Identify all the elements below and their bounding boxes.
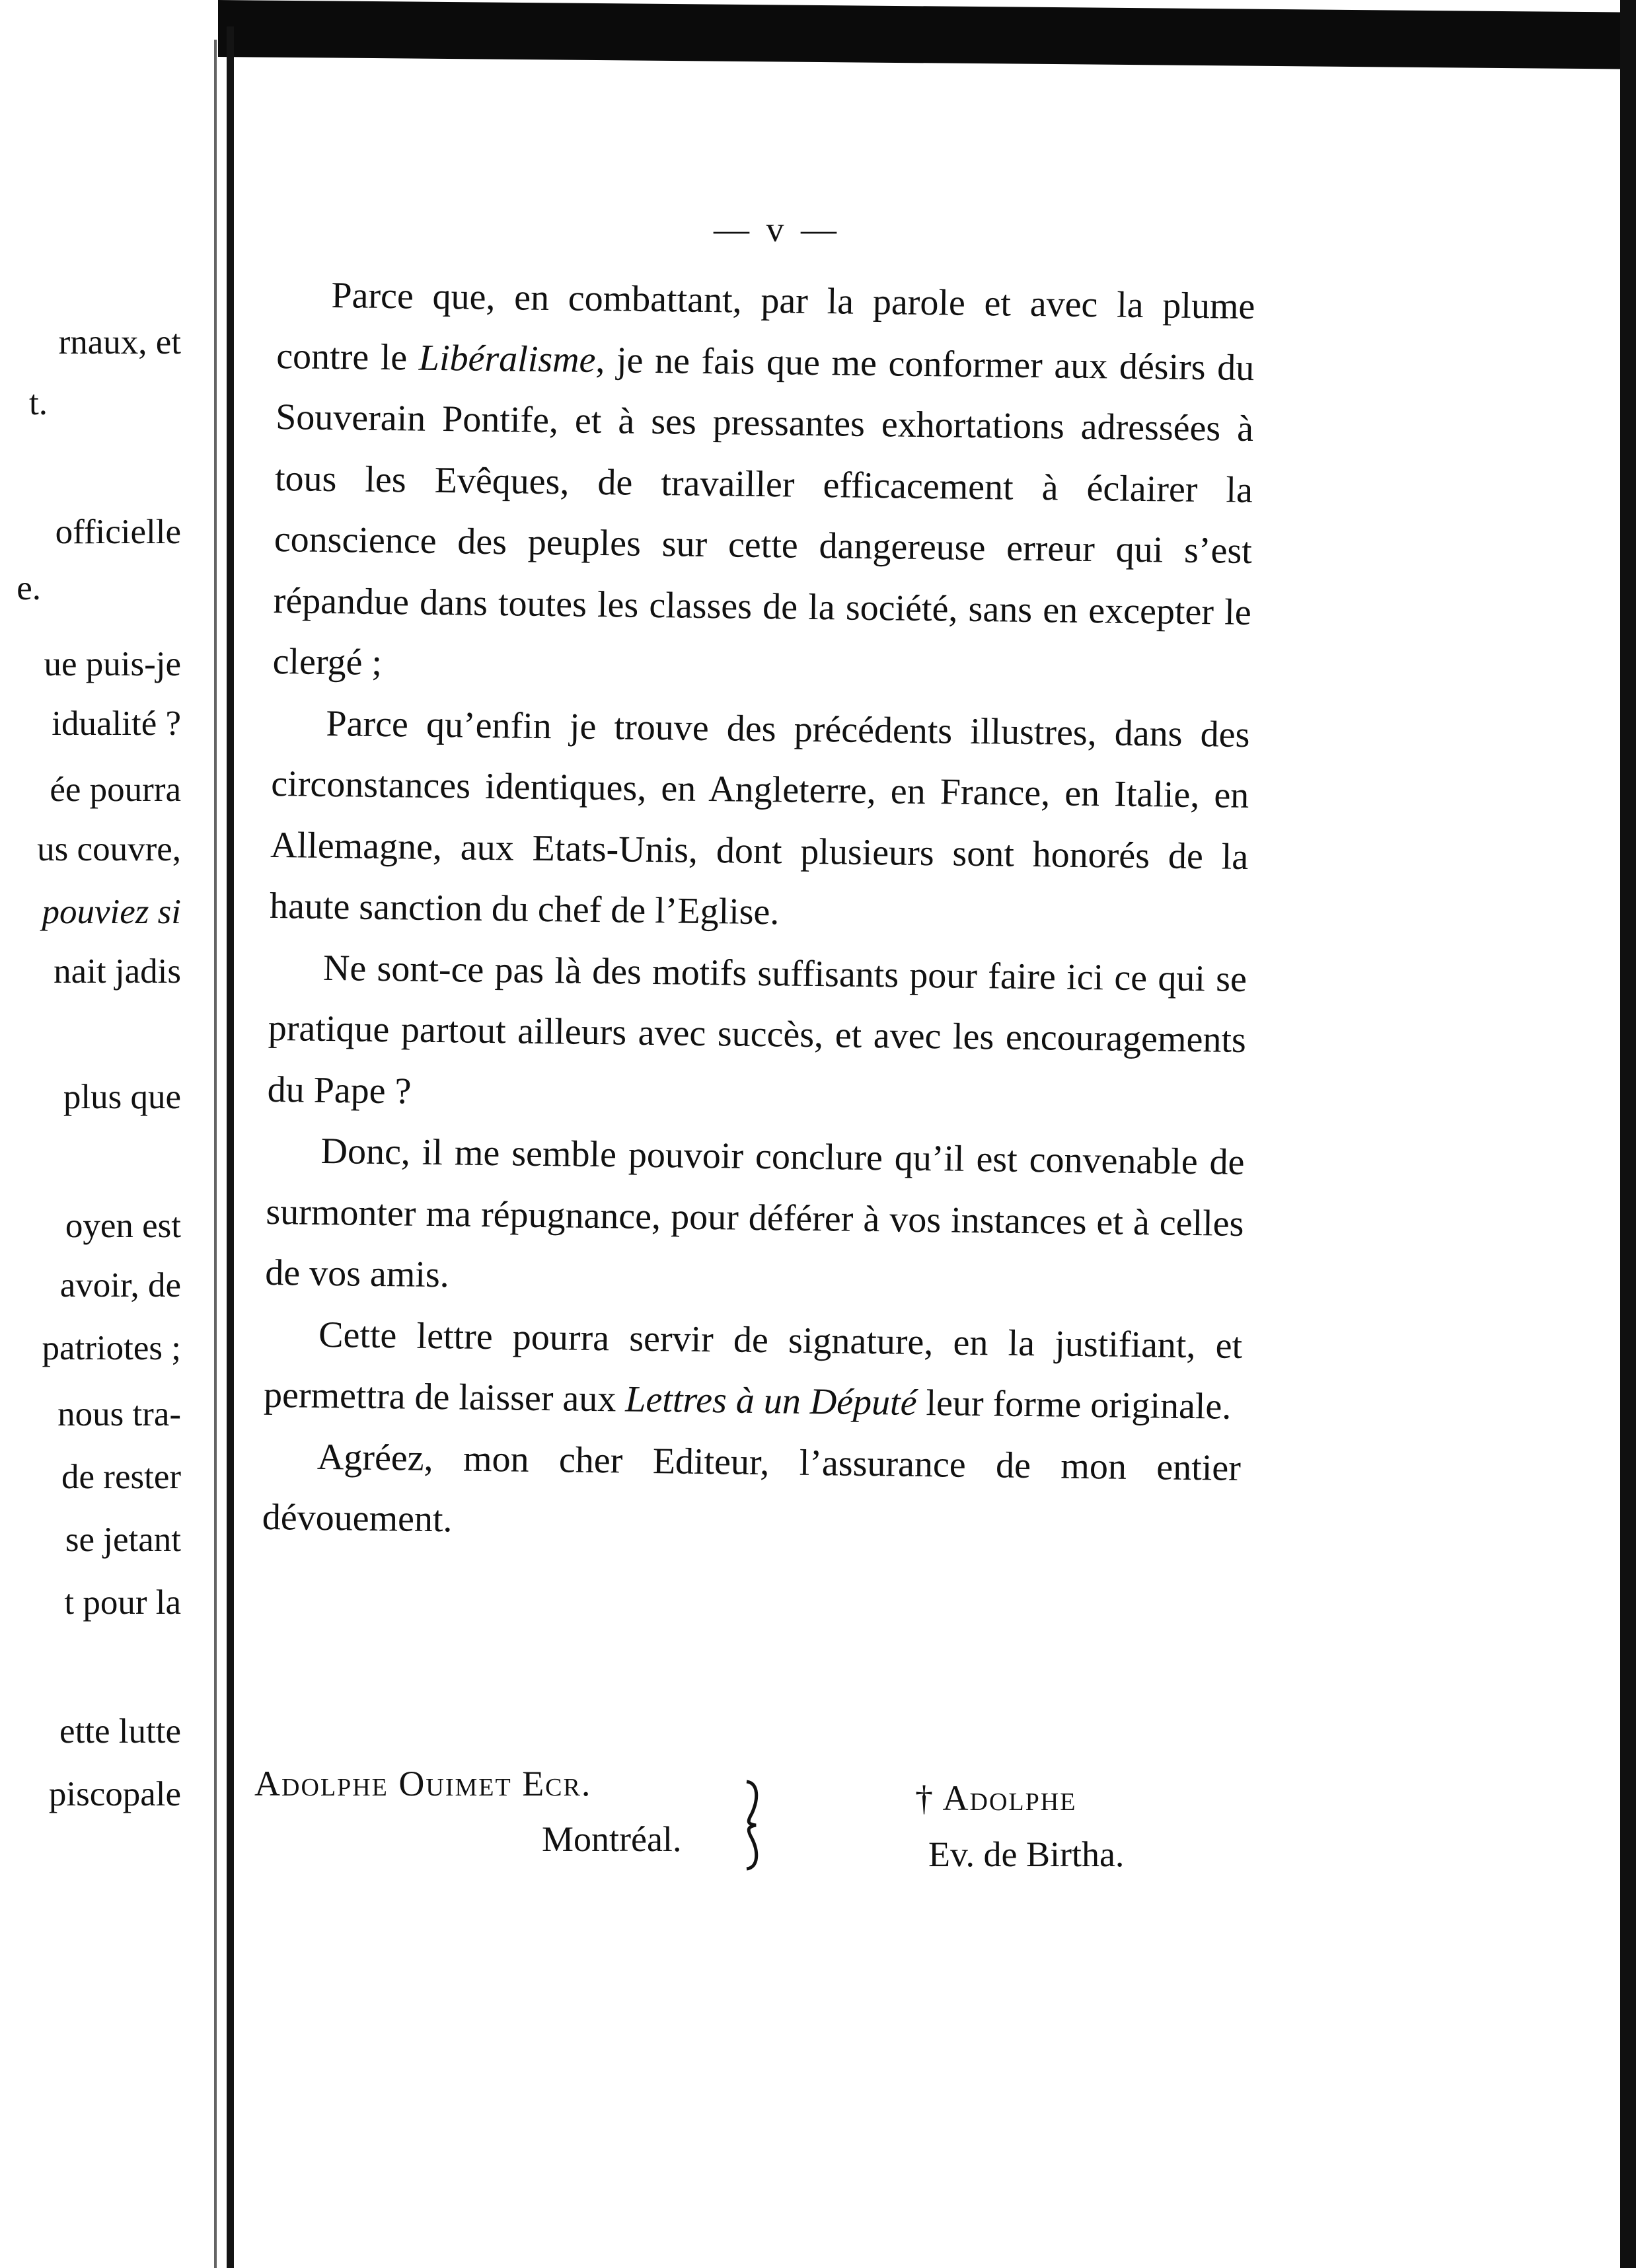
left-fragment: piscopale: [48, 1775, 181, 1813]
letter-body: [262, 264, 1255, 1560]
scan-edge-right: [1620, 0, 1636, 2268]
left-fragment: officielle: [55, 513, 181, 551]
page-edge-line: [214, 40, 217, 2268]
left-fragment: t.: [29, 384, 48, 422]
left-fragment: ue puis-je: [44, 645, 181, 683]
left-fragment: avoir, de: [59, 1266, 181, 1304]
paragraph: Agréez, mon cher Editeur, l’assurance de mon entier dévouement.: [262, 1436, 1242, 1540]
signature-name: † Adolphe: [915, 1778, 1077, 1818]
brace-icon: [740, 1779, 766, 1871]
paragraph: Donc, il me semble pouvoir conclure qu’il est convenable de surmonter ma répugnance, pour déférer à vos instances et à celles de vos amis.: [264, 1130, 1245, 1296]
left-facing-page: [0, 0, 198, 2268]
left-fragment: de rester: [61, 1458, 181, 1496]
scan-edge-top: [218, 0, 1636, 69]
paragraph: Parce qu’enfin je trouve des précédents illustres, dans des circonstances identiques, en Angleterre, en France, en Italie, en Allemagne, aux Etats-Unis, dont plusieurs sont honorés de la haute sanction du chef de l’Eglise.: [269, 702, 1250, 933]
left-fragment: t pour la: [64, 1583, 181, 1622]
left-fragment: se jetant: [65, 1521, 181, 1559]
addressee-name: Adolphe Ouimet Ecr.: [254, 1764, 592, 1803]
left-fragment: plus que: [63, 1078, 181, 1116]
paragraph: Ne sont-ce pas là des motifs suffisants pour faire ici ce qui se pratique partout ailleurs avec succès, et avec les encouragements du Pape ?: [267, 947, 1247, 1112]
paragraph: Cette lettre pourra servir de signature, en la justifiant, et permettra de laisser aux Lettres à un Député leur forme originale.: [263, 1314, 1243, 1427]
page-number: — v —: [714, 209, 840, 249]
left-fragment: nous tra-: [57, 1395, 181, 1433]
addressee-place: Montréal.: [542, 1819, 682, 1859]
gutter-line: [227, 26, 234, 2268]
signature-title: Ev. de Birtha.: [928, 1834, 1125, 1874]
emphasis: Libéralisme: [418, 337, 596, 381]
left-fragment: rnaux, et: [58, 323, 181, 361]
paragraph: Parce que, en combattant, par la parole et avec la plume contre le Libéralisme, je ne fais que me conformer aux désirs du Souverain Pontife, et à ses pressantes exhortations adressées à tous les Evêques, de travailler efficacement à éclairer la conscience des peuples sur cette dangereuse erreur qui s’est répandue dans toutes les classes de la société, sans en excepter le clergé ;: [272, 275, 1255, 683]
left-fragment: us couvre,: [37, 830, 181, 868]
left-fragment: nait jadis: [54, 952, 181, 991]
left-fragment: ée pourra: [50, 771, 181, 809]
left-fragment: e.: [17, 569, 41, 607]
left-fragment: patriotes ;: [42, 1329, 181, 1367]
left-fragment: pouviez si: [42, 893, 181, 931]
left-fragment: idualité ?: [52, 704, 181, 743]
emphasis: Lettres à un Député: [624, 1379, 917, 1423]
left-fragment: ette lutte: [59, 1712, 181, 1751]
left-fragment: oyen est: [65, 1207, 181, 1245]
